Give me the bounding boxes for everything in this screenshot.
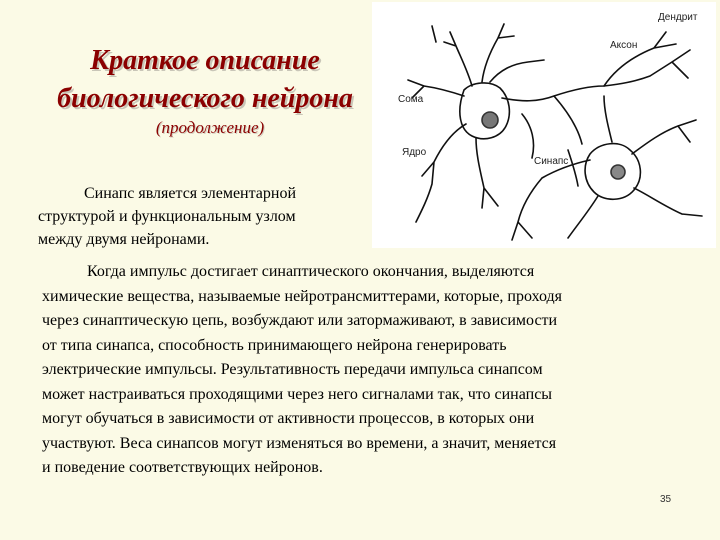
neuron-1-nucleus <box>482 112 498 128</box>
paragraph-2-line: участвуют. Веса синапсов могут изменяться во времени, а значит, меняется <box>42 434 557 452</box>
paragraph-1-line: структурой и функциональным узлом <box>38 208 296 225</box>
title-line-1: Краткое описание <box>90 45 320 76</box>
neuron-2-processes <box>512 96 702 240</box>
paragraph-1-line: между двумя нейронами. <box>38 231 210 248</box>
paragraph-2-line: от типа синапса, способность принимающего нейрона генерировать <box>42 336 507 354</box>
paragraph-2-line: химические вещества, называемые нейротрансмиттерами, которые, проходя <box>42 287 563 305</box>
paragraph-synapse-definition <box>38 182 378 251</box>
paragraph-1-line: Синапс является элементарной <box>84 185 297 202</box>
label-axon: Аксон <box>610 40 638 51</box>
label-soma: Сома <box>398 94 424 105</box>
slide-title <box>40 42 370 118</box>
label-synapse: Синапс <box>534 156 569 167</box>
neuron-2-nucleus <box>611 165 625 179</box>
paragraph-impulse-description <box>42 260 697 481</box>
paragraph-2-line: Когда импульс достигает синаптического окончания, выделяются <box>87 263 535 280</box>
paragraph-2-line: через синаптическую цепь, возбуждают или затормаживают, в зависимости <box>42 312 558 329</box>
neuron-1-soma <box>460 83 510 139</box>
neuron-drawing <box>372 2 716 248</box>
cell-membrane <box>522 114 578 186</box>
label-dendrite: Дендрит <box>658 12 698 23</box>
page-number: 35 <box>660 494 672 505</box>
slide-subtitle: (продолжение) <box>155 118 265 137</box>
paragraph-2-line: могут обучаться в зависимости от активности процессов, в которых они <box>42 410 535 427</box>
paragraph-2-line: может настраиваться проходящими через него сигналами так, что синапсы <box>42 385 553 403</box>
label-nucleus: Ядро <box>402 147 427 158</box>
neuron-diagram <box>372 2 716 248</box>
paragraph-2-line: электрические импульсы. Результативность передачи импульса синапсом <box>42 361 543 378</box>
paragraph-2-line: и поведение соответствующих нейронов. <box>42 459 323 476</box>
title-line-2: биологического нейрона <box>57 83 353 114</box>
neuron-1-dendrites <box>408 24 544 98</box>
